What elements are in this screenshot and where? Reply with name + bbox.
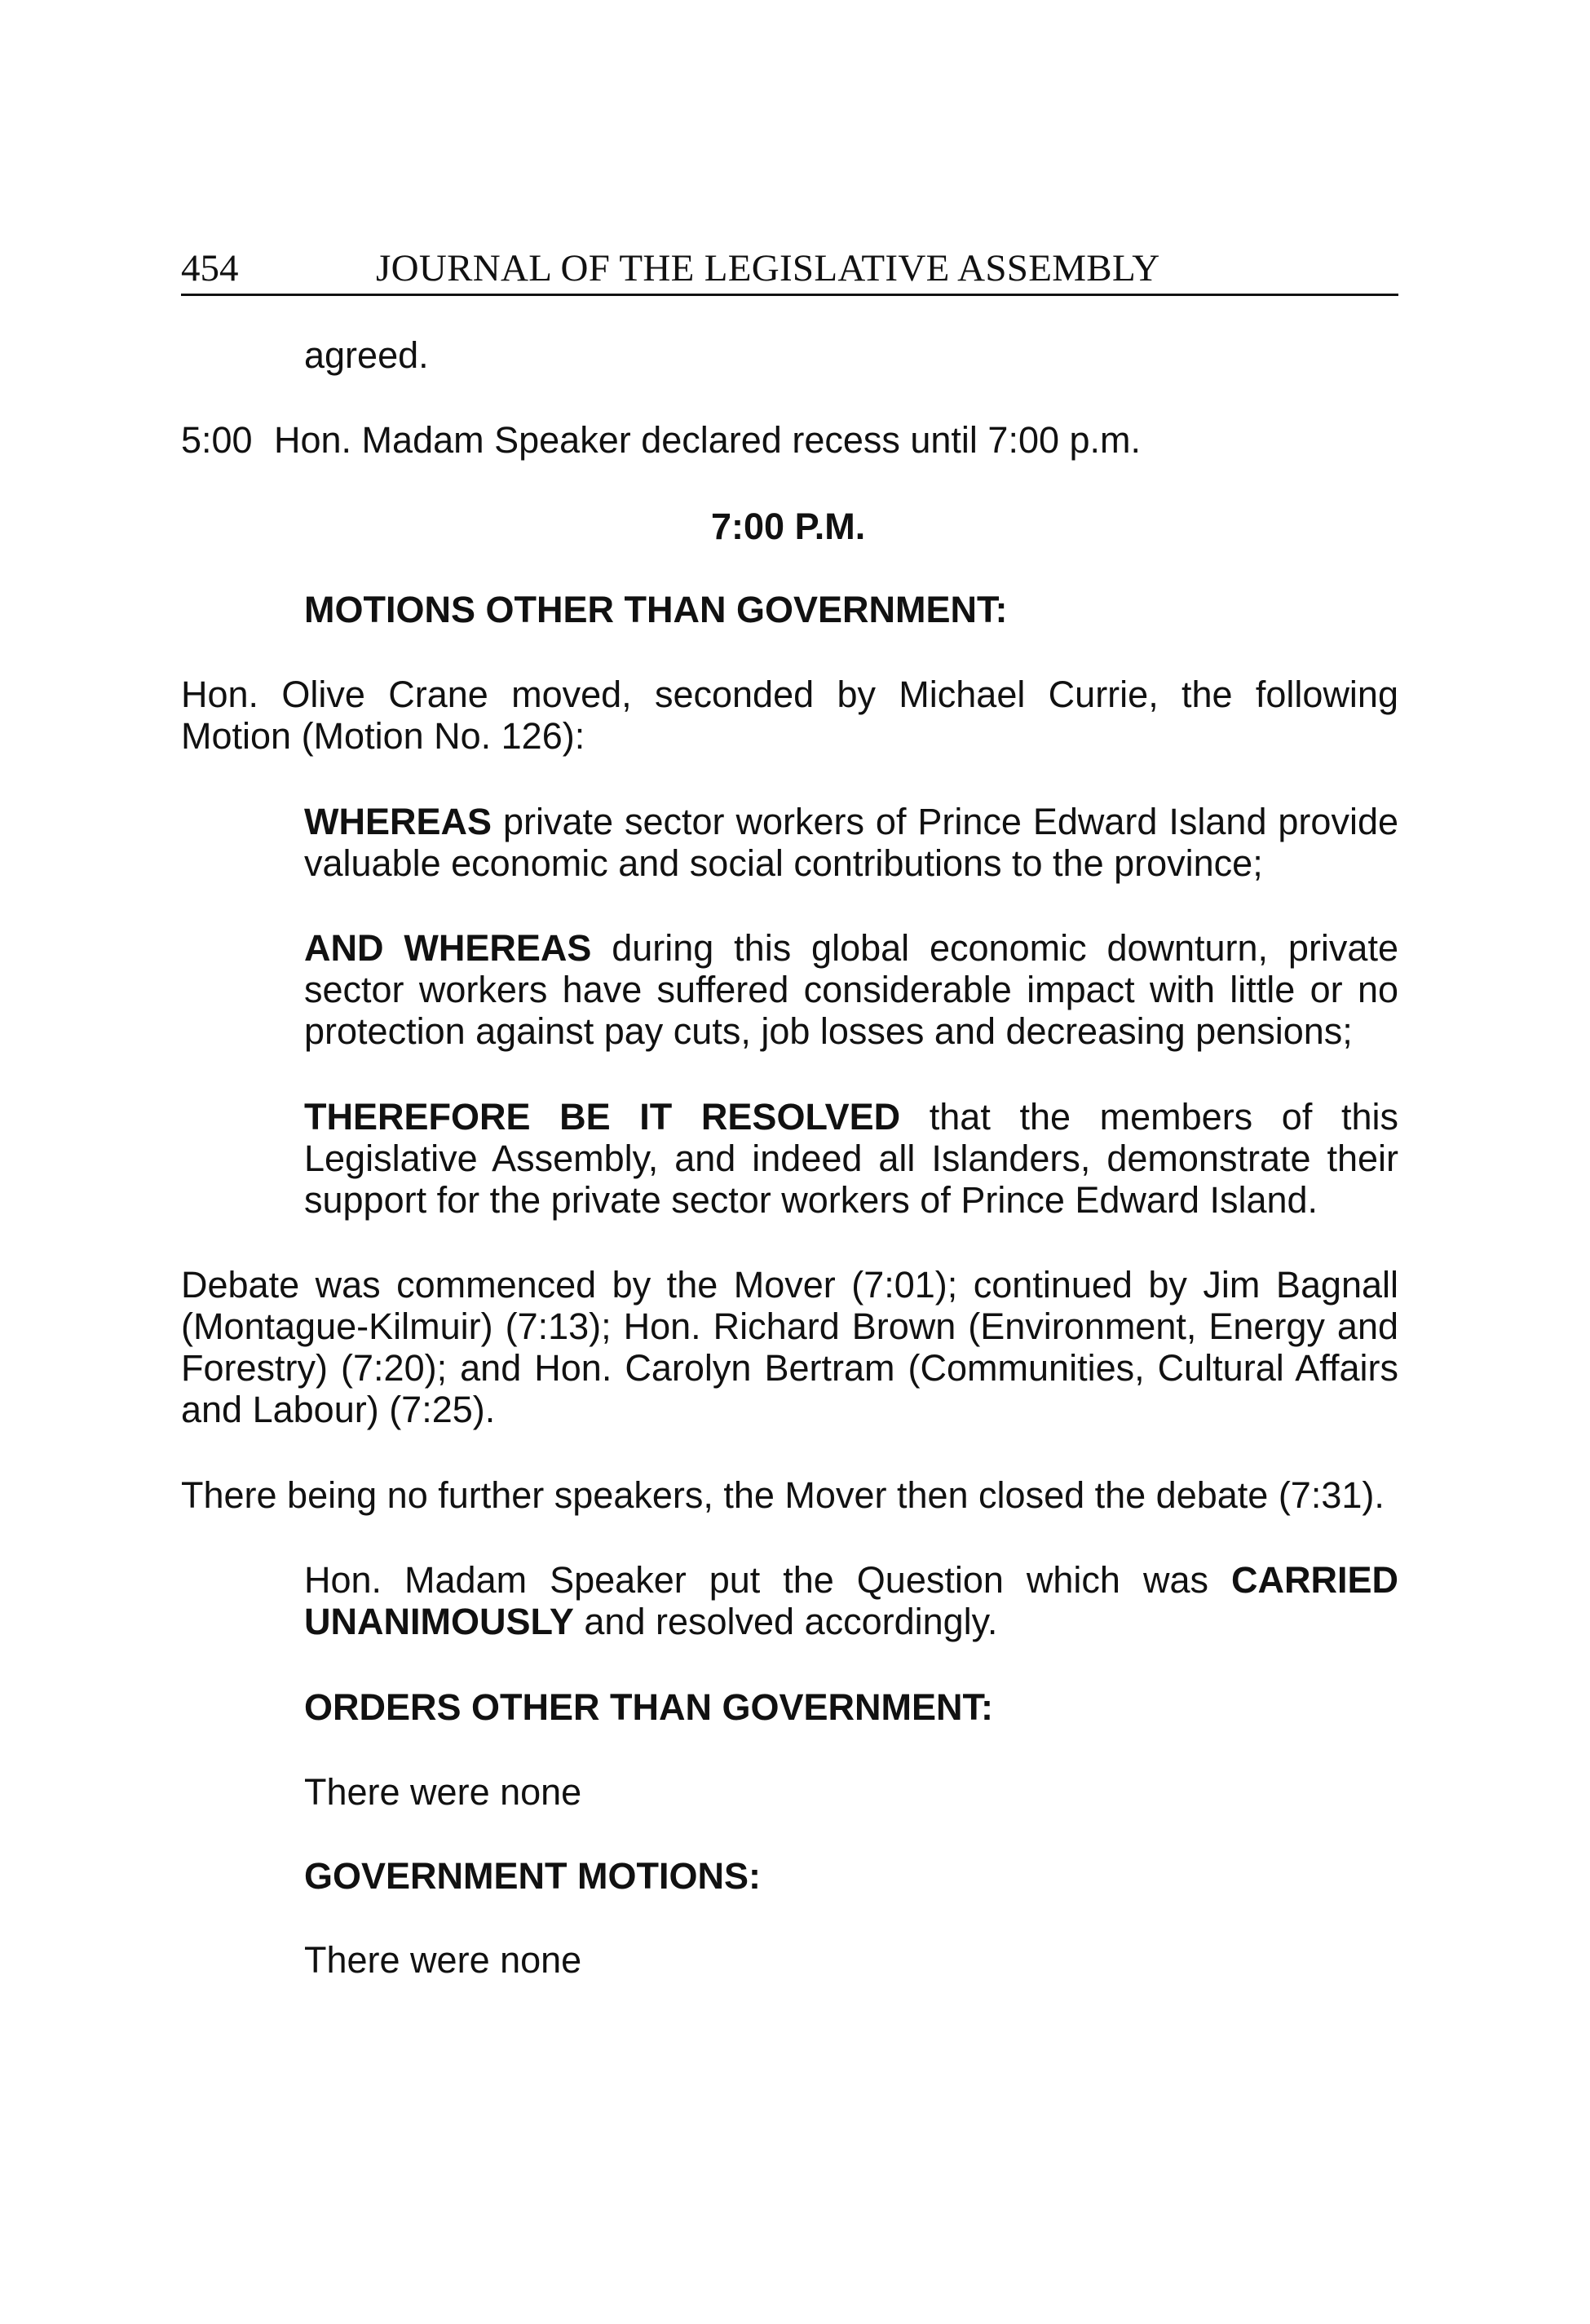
orders-none-text: There were none bbox=[304, 1771, 582, 1813]
resolved-text: that the members of this Legislative Assembly, and indeed all Islanders, demonstrate their support for the private sector workers of Prince Edward Island. bbox=[304, 1096, 1398, 1221]
resolved-lead: THEREFORE BE IT RESOLVED bbox=[304, 1096, 901, 1138]
recess-text: Hon. Madam Speaker declared recess until 7:00 p.m. bbox=[274, 419, 1142, 461]
journal-title: JOURNAL OF THE LEGISLATIVE ASSEMBLY bbox=[376, 247, 1160, 289]
resolved-paragraph bbox=[304, 1096, 1398, 1221]
debate-paragraph: Debate was commenced by the Mover (7:01); continued by Jim Bagnall (Montague-Kilmuir) (7:13); Hon. Richard Brown (Environment, Energy and Forestry) (7:20); and Hon. Carolyn Bertram (Communities, Cultural Affairs and Labour) (7:25). bbox=[181, 1264, 1398, 1430]
question-text: Hon. Madam Speaker put the Question which was bbox=[304, 1559, 1208, 1601]
page-number: 454 bbox=[181, 247, 239, 289]
recess-time: 5:00 bbox=[181, 419, 253, 461]
closing-paragraph: There being no further speakers, the Mover then closed the debate (7:31). bbox=[181, 1474, 1385, 1516]
whereas-2-text: during this global economic downturn, private sector workers have suffered considerable impact with little or no protection against pay cuts, job losses and decreasing pensions; bbox=[304, 927, 1398, 1052]
evening-heading: 7:00 P.M. bbox=[711, 506, 866, 547]
motion-intro: Hon. Olive Crane moved, seconded by Michael Currie, the following Motion (Motion No. 126): bbox=[181, 674, 1398, 757]
government-motions-none-text: There were none bbox=[304, 1939, 582, 1981]
recess-line bbox=[181, 419, 1141, 461]
whereas-1-text: private sector workers of Prince Edward Island provide valuable economic and social contributions to the province; bbox=[304, 801, 1398, 884]
government-motions-heading: GOVERNMENT MOTIONS: bbox=[304, 1855, 761, 1897]
question-tail: and resolved accordingly. bbox=[584, 1601, 998, 1642]
agreed-text: agreed. bbox=[304, 334, 429, 376]
whereas-1-lead: WHEREAS bbox=[304, 801, 492, 842]
whereas-2-lead: AND WHEREAS bbox=[304, 927, 592, 969]
question-result: CARRIED UNANIMOUSLY bbox=[304, 1559, 1398, 1642]
question-paragraph bbox=[304, 1559, 1398, 1642]
page-header bbox=[181, 243, 1398, 296]
whereas-paragraph-2 bbox=[304, 927, 1398, 1052]
whereas-paragraph-1 bbox=[304, 801, 1398, 884]
orders-heading: ORDERS OTHER THAN GOVERNMENT: bbox=[304, 1686, 994, 1728]
motions-heading: MOTIONS OTHER THAN GOVERNMENT: bbox=[304, 589, 1008, 630]
